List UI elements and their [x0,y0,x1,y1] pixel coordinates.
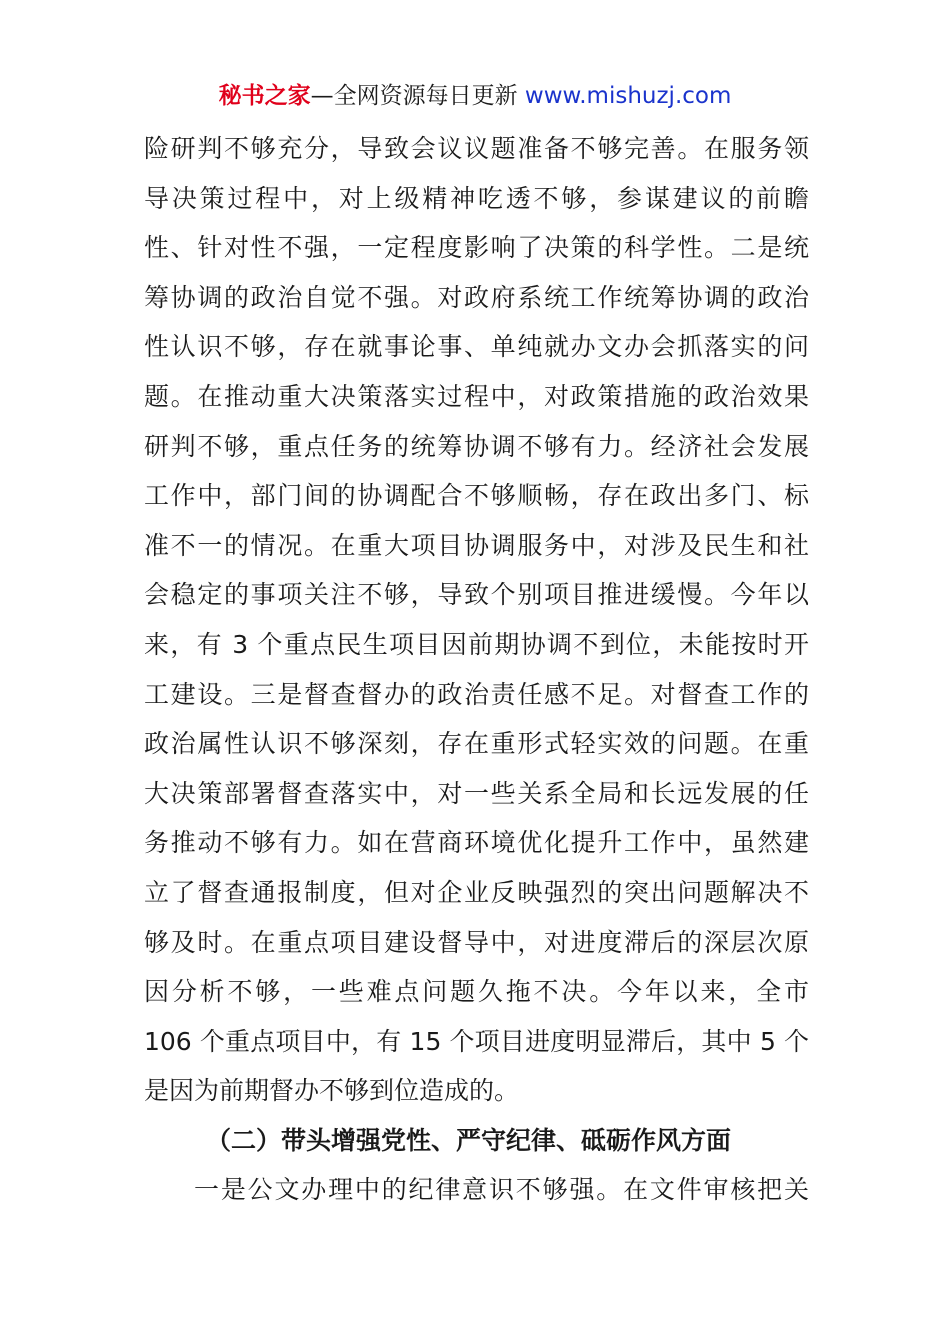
text-line: 是因为前期督办不够到位造成的。 [144,1076,520,1106]
text-line: 因分析不够，一些难点问题久拖不决。今年以来，全市 [144,977,809,1007]
text-line: 准不一的情况。在重大项目协调服务中，对涉及民生和社 [144,530,809,560]
section-heading: （二）带头增强党性、严守纪律、砥砺作风方面 [206,1125,732,1155]
text-line: 够及时。在重点项目建设督导中，对进度滞后的深层次原 [144,927,809,957]
text-line: 来，有 3 个重点民生项目因前期协调不到位，未能按时开 [144,629,809,659]
text-line: 筹协调的政治自觉不强。对政府系统工作统筹协调的政治 [144,282,809,312]
site-tagline: —全网资源每日更新 [310,83,525,109]
text-line: 性认识不够，存在就事论事、单纯就办文办会抓落实的问 [144,332,809,362]
text-line: 研判不够，重点任务的统筹协调不够有力。经济社会发展 [144,431,809,461]
text-line: 险研判不够充分，导致会议议题准备不够完善。在服务领 [144,134,809,163]
document-body [144,124,809,1215]
site-header [0,80,950,112]
text-line: 会稳定的事项关注不够，导致个别项目推进缓慢。今年以 [144,580,809,610]
text-line: 务推动不够有力。如在营商环境优化提升工作中，虽然建 [144,828,809,858]
text-line: 导决策过程中，对上级精神吃透不够，参谋建议的前瞻 [144,183,809,213]
paragraph-start: 一是公文办理中的纪律意识不够强。在文件审核把关 [194,1175,809,1205]
text-line: 题。在推动重大决策落实过程中，对政策措施的政治效果 [144,381,809,411]
text-line: 立了督查通报制度，但对企业反映强烈的突出问题解决不 [144,877,809,907]
text-line: 工作中，部门间的协调配合不够顺畅，存在政出多门、标 [144,481,809,511]
site-url[interactable]: www.mishuzj.com [524,83,732,109]
text-line: 106 个重点项目中，有 15 个项目进度明显滞后，其中 5 个 [144,1026,809,1056]
text-line: 大决策部署督查落实中，对一些关系全局和长远发展的任 [144,778,809,808]
text-line: 性、针对性不强，一定程度影响了决策的科学性。二是统 [144,233,809,263]
text-line: 工建设。三是督查督办的政治责任感不足。对督查工作的 [144,679,809,709]
site-brand: 秘书之家 [218,83,311,109]
text-line: 政治属性认识不够深刻，存在重形式轻实效的问题。在重 [144,729,809,759]
